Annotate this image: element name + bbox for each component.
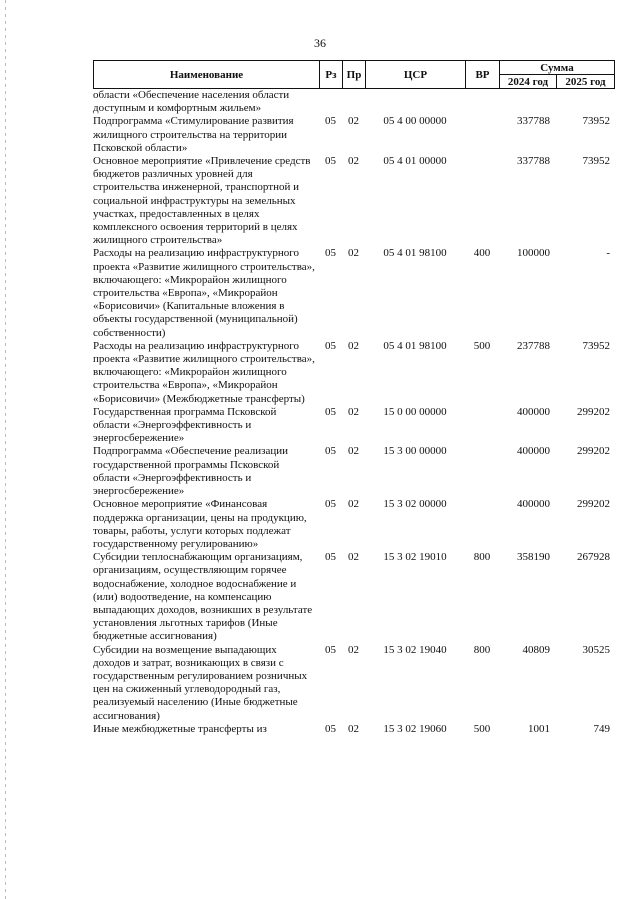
row-pr: 02 bbox=[348, 405, 359, 418]
row-sum-2025: 749 bbox=[593, 722, 610, 735]
row-sum-2024: 358190 bbox=[517, 551, 550, 564]
row-vr: 500 bbox=[473, 722, 491, 735]
row-rz: 05 bbox=[325, 445, 336, 458]
row-name: области «Обеспечение населения области доступным и комфортным жильем» bbox=[93, 89, 290, 115]
row-csr: 05 4 01 00000 bbox=[383, 155, 447, 168]
row-name: Субсидии на возмещение выпадающих доходов и затрат, возникающих в связи с государственным регулированием розничных цен на сжиженный углеводородный газ, реализуемый населению (Иные бюджетные ассигнования) bbox=[93, 643, 308, 722]
row-pr: 02 bbox=[348, 643, 359, 656]
row-vr bbox=[465, 89, 499, 115]
header-rz: Рз bbox=[320, 61, 343, 89]
row-rz: 05 bbox=[325, 643, 336, 656]
row-sum-2024: 40809 bbox=[522, 643, 550, 656]
row-csr: 15 0 00 00000 bbox=[383, 405, 447, 418]
table-row bbox=[93, 247, 614, 339]
row-rz: 05 bbox=[325, 498, 336, 511]
table-row bbox=[93, 115, 614, 155]
row-pr: 02 bbox=[348, 498, 359, 511]
row-vr: 800 bbox=[473, 643, 491, 656]
row-csr: 15 3 02 00000 bbox=[383, 498, 447, 511]
row-name: Расходы на реализацию инфраструктурного проекта «Развитие жилищного строительства», включающего: «Микрорайон жилищного строительства «Европа», «Микрорайон «Борисовичи» (Межбюджетные трансферты) bbox=[93, 339, 315, 405]
table-row bbox=[93, 498, 614, 551]
table-row bbox=[93, 644, 614, 723]
row-csr: 05 4 01 98100 bbox=[383, 247, 447, 260]
row-name: Государственная программа Псковской области «Энергоэффективность и энергосбережение» bbox=[93, 405, 277, 445]
row-name: Основное мероприятие «Привлечение средств бюджетов различных уровней для строительства инженерной, транспортной и социальной инфраструктуры на земельных участках, предоставленных в целях комплексного освоения территорий в целях жилищного строительства» bbox=[93, 155, 311, 247]
row-name: Основное мероприятие «Финансовая поддержка организации, цены на продукцию, товары, работы, услуги которых подлежат государственному регулированию» bbox=[93, 498, 307, 550]
row-csr bbox=[365, 89, 465, 115]
row-sum-2025: 30525 bbox=[582, 643, 610, 656]
row-rz: 05 bbox=[325, 339, 336, 352]
row-vr: 400 bbox=[473, 247, 491, 260]
row-pr: 02 bbox=[348, 247, 359, 260]
row-csr: 15 3 02 19060 bbox=[383, 722, 447, 735]
row-sum-2025: 299202 bbox=[577, 405, 610, 418]
row-vr bbox=[465, 406, 499, 446]
row-pr: 02 bbox=[348, 115, 359, 128]
row-sum-2025: 299202 bbox=[577, 445, 610, 458]
row-sum-2024 bbox=[499, 89, 556, 115]
table-row bbox=[93, 89, 614, 115]
row-name: Субсидии теплоснабжающим организациям, организациям, осуществляющим горячее водоснабжение, холодное водоснабжение и (или) водоотведение, на компенсацию выпадающих доходов, возникших в результате установления льготных тарифов (Иные бюджетные ассигнования) bbox=[93, 551, 313, 643]
table-row bbox=[93, 445, 614, 498]
row-pr: 02 bbox=[348, 445, 359, 458]
row-csr: 15 3 00 00000 bbox=[383, 445, 447, 458]
row-sum-2024: 337788 bbox=[517, 115, 550, 128]
row-vr bbox=[465, 445, 499, 498]
row-csr: 05 4 00 00000 bbox=[383, 115, 447, 128]
table-row bbox=[93, 551, 614, 643]
row-pr: 02 bbox=[348, 339, 359, 352]
row-rz: 05 bbox=[325, 405, 336, 418]
row-vr bbox=[465, 115, 499, 155]
row-csr: 15 3 02 19040 bbox=[383, 643, 447, 656]
header-csr: ЦСР bbox=[366, 61, 466, 89]
row-sum-2025 bbox=[556, 89, 614, 115]
header-year-2024: 2024 год bbox=[500, 75, 557, 89]
header-pr: Пр bbox=[343, 61, 366, 89]
row-csr: 15 3 02 19010 bbox=[383, 551, 447, 564]
page-number: 36 bbox=[314, 36, 326, 50]
row-sum-2024: 400000 bbox=[517, 498, 550, 511]
header-name: Наименование bbox=[94, 61, 320, 89]
row-sum-2025: 73952 bbox=[582, 155, 610, 168]
row-rz: 05 bbox=[325, 247, 336, 260]
row-pr: 02 bbox=[348, 155, 359, 168]
budget-table-body bbox=[93, 89, 614, 736]
row-sum-2024: 400000 bbox=[517, 405, 550, 418]
row-sum-2025: 73952 bbox=[582, 339, 610, 352]
row-name: Подпрограмма «Обеспечение реализации государственной программы Псковской области «Энергоэффективность и энергосбережение» bbox=[93, 445, 288, 498]
row-rz bbox=[319, 89, 342, 115]
row-vr bbox=[465, 498, 499, 551]
row-sum-2024: 100000 bbox=[517, 247, 550, 260]
row-pr: 02 bbox=[348, 551, 359, 564]
row-vr: 500 bbox=[473, 339, 491, 352]
row-rz: 05 bbox=[325, 551, 336, 564]
row-sum-2025: 73952 bbox=[582, 115, 610, 128]
header-year-2025: 2025 год bbox=[557, 75, 615, 89]
row-csr: 05 4 01 98100 bbox=[383, 339, 447, 352]
table-header bbox=[93, 60, 615, 89]
table-row bbox=[93, 340, 614, 406]
scan-edge bbox=[5, 0, 6, 899]
row-vr: 800 bbox=[473, 551, 491, 564]
row-sum-2025: 267928 bbox=[577, 551, 610, 564]
row-sum-2024: 337788 bbox=[517, 155, 550, 168]
row-sum-2025: - bbox=[606, 247, 610, 260]
table-row bbox=[93, 155, 614, 247]
row-vr bbox=[465, 155, 499, 247]
row-sum-2024: 400000 bbox=[517, 445, 550, 458]
row-rz: 05 bbox=[325, 155, 336, 168]
header-sum: Сумма bbox=[500, 61, 615, 75]
row-rz: 05 bbox=[325, 722, 336, 735]
row-name: Расходы на реализацию инфраструктурного проекта «Развитие жилищного строительства», включающего: «Микрорайон жилищного строительства «Европа», «Микрорайон «Борисовичи» (Капитальные вложения в объекты государственной (муниципальной) собственности) bbox=[93, 247, 315, 339]
row-pr bbox=[342, 89, 365, 115]
row-sum-2024: 237788 bbox=[517, 339, 550, 352]
row-name: Подпрограмма «Стимулирование развития жилищного строительства на территории Псковской области» bbox=[93, 115, 294, 154]
table-row bbox=[93, 406, 614, 446]
table-row bbox=[93, 723, 614, 736]
header-vr: ВР bbox=[466, 61, 500, 89]
row-sum-2024: 1001 bbox=[528, 722, 550, 735]
row-pr: 02 bbox=[348, 722, 359, 735]
row-name: Иные межбюджетные трансферты из bbox=[93, 722, 267, 735]
row-rz: 05 bbox=[325, 115, 336, 128]
row-sum-2025: 299202 bbox=[577, 498, 610, 511]
